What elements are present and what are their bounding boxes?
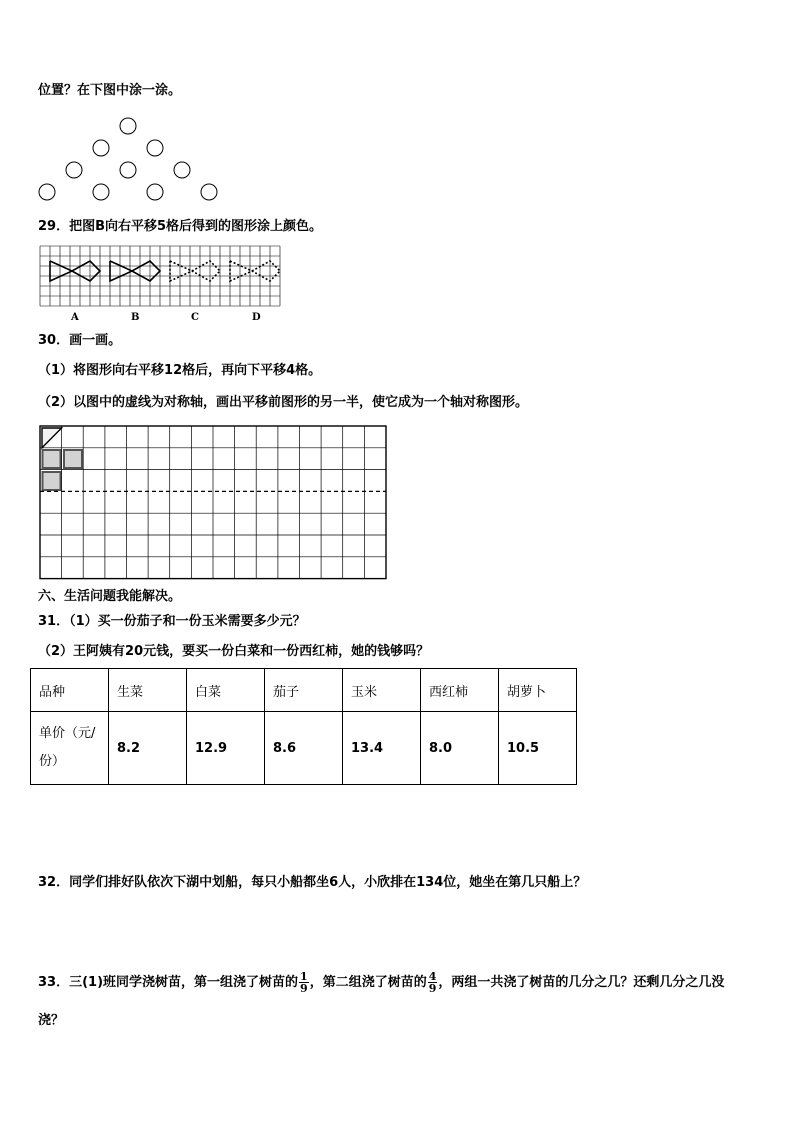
table-header-cell: 生菜 xyxy=(109,669,187,712)
price-cell: 8.2 xyxy=(109,712,187,785)
q33-part1: 33．三(1)班同学浇树苗，第一组浇了树苗的 xyxy=(38,975,299,990)
price-cell: 10.5 xyxy=(499,712,577,785)
circle[interactable] xyxy=(93,140,109,156)
price-cell: 13.4 xyxy=(343,712,421,785)
price-table xyxy=(30,668,577,785)
circle[interactable] xyxy=(147,184,163,200)
q29-grid xyxy=(40,246,280,306)
shaded-square xyxy=(43,450,61,468)
circle[interactable] xyxy=(39,184,55,200)
table-header-cell: 品种 xyxy=(31,669,109,712)
price-cell: 8.0 xyxy=(421,712,499,785)
circle[interactable] xyxy=(201,184,217,200)
table-header-cell: 西红柿 xyxy=(421,669,499,712)
table-row xyxy=(31,712,577,785)
shaded-square xyxy=(43,472,61,490)
table-header-cell: 白菜 xyxy=(187,669,265,712)
circle[interactable] xyxy=(147,140,163,156)
q30-grid xyxy=(40,426,386,579)
label-a: A xyxy=(71,312,79,323)
fraction-1-9: $\frac{1}{9}$ xyxy=(300,970,308,995)
table-header-cell: 胡萝卜 xyxy=(499,669,577,712)
circle[interactable] xyxy=(120,118,136,134)
shape-a xyxy=(50,261,100,281)
price-cell: 12.9 xyxy=(187,712,265,785)
circle-triangle-figure xyxy=(0,0,794,210)
circle[interactable] xyxy=(174,162,190,178)
label-c: C xyxy=(191,312,199,323)
circle[interactable] xyxy=(120,162,136,178)
label-d: D xyxy=(252,312,261,323)
q32-question: 32．同学们排好队依次下湖中划船，每只小船都坐6人，小欣排在134位，她坐在第几只船上？ xyxy=(38,875,587,890)
price-label-cell xyxy=(31,712,109,785)
q33-question xyxy=(38,970,724,996)
triangle-shape xyxy=(42,428,62,448)
q30-sub1: （1）将图形向右平移12格后，再向下平移4格。 xyxy=(38,363,322,378)
q29-grid-figure xyxy=(40,246,290,330)
section-title: 六、生活问题我能解决。 xyxy=(38,589,182,604)
price-cell: 8.6 xyxy=(265,712,343,785)
table-header-cell: 茄子 xyxy=(265,669,343,712)
circle[interactable] xyxy=(66,162,82,178)
shape-d[interactable] xyxy=(230,261,280,281)
table-header-cell: 玉米 xyxy=(343,669,421,712)
q30-sub2: （2）以图中的虚线为对称轴，画出平移前图形的另一半，使它成为一个轴对称图形。 xyxy=(38,395,529,410)
shape-b[interactable] xyxy=(110,261,160,281)
q33-part2: ，第二组浇了树苗的 xyxy=(309,975,427,990)
q31-sub2: （2）王阿姨有20元钱，要买一份白菜和一份西红柿，她的钱够吗？ xyxy=(38,644,430,659)
q33-question-end: 浇？ xyxy=(38,1013,65,1028)
q30-grid-figure xyxy=(40,426,390,582)
fraction-4-9: $\frac{4}{9}$ xyxy=(428,970,437,995)
q29-question: 29．把图B向右平移5格后得到的图形涂上颜色。 xyxy=(38,219,323,234)
q33-part3: ，两组一共浇了树苗的几分之几？还剩几分之几没 xyxy=(438,975,725,990)
table-row xyxy=(31,669,577,712)
q31-sub1: 31．（1）买一份茄子和一份玉米需要多少元？ xyxy=(38,614,306,629)
shape-c[interactable] xyxy=(170,261,220,281)
price-label-line2: 份） xyxy=(39,754,66,769)
price-label-line1: 单价（元/ xyxy=(39,726,96,741)
shaded-square xyxy=(64,450,82,468)
q30-title: 30．画一画。 xyxy=(38,333,122,348)
q28-instruction: 位置？在下图中涂一涂。 xyxy=(38,83,182,98)
circle[interactable] xyxy=(93,184,109,200)
label-b: B xyxy=(131,312,140,323)
